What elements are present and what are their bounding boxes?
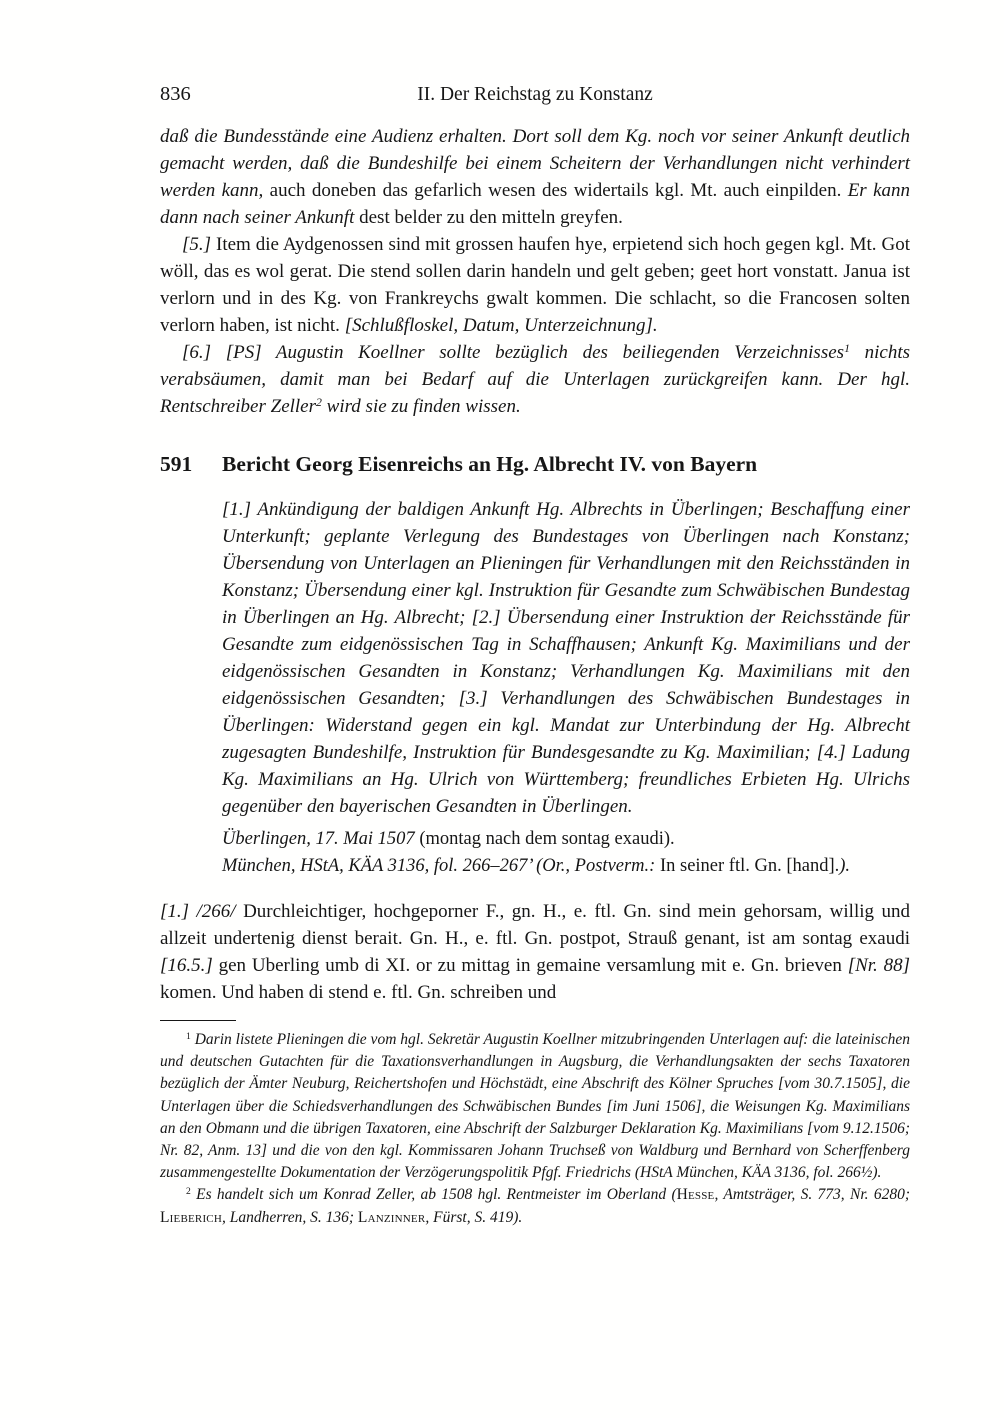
- text-segment: , Amtsträger, S. 773, Nr. 6280;: [714, 1186, 910, 1204]
- text-segment: , Fürst, S. 419).: [425, 1208, 523, 1226]
- entry-title: Bericht Georg Eisenreichs an Hg. Albrecht IV. von Bayern: [222, 452, 758, 476]
- text-segment: [Nr. 88]: [847, 955, 910, 976]
- entry-body-paragraph-1: [160, 898, 910, 1006]
- footnote-2: [160, 1184, 910, 1228]
- text-block: [160, 123, 910, 1229]
- footnote-ref-2: 2: [316, 396, 322, 410]
- text-segment: ).: [839, 856, 851, 876]
- author-name: Lieberich: [160, 1208, 222, 1226]
- text-segment: [6.] [PS] Augustin Koellner sollte bezüglich des beiliegenden Verzeichnisses: [182, 342, 845, 363]
- text-segment: gen Uberling umb di XI. or zu mittag in gemaine versamlung mit e. Gn. brieven: [212, 955, 848, 976]
- footnote-rule: [160, 1020, 236, 1021]
- text-segment: auch doneben das gefarlich wesen des widertails kgl. Mt. auch einpilden.: [263, 180, 848, 201]
- footnote-1: [160, 1029, 910, 1184]
- entry-number: 591: [160, 452, 193, 476]
- text-segment: daß die Bundesstände eine Audienz erhalten. Dort soll dem Kg. noch vor seiner Ankunft deutlich gemacht werden, daß die Bundeshilfe bei einem Scheitern der Verhandlungen nicht verhindert werden kann,: [160, 126, 910, 201]
- author-name: Lanzinner: [357, 1208, 426, 1226]
- continuation-paragraph: [160, 123, 910, 231]
- entry-source-line: [222, 853, 910, 880]
- footnote-ref-1: 1: [844, 342, 850, 356]
- entry-dateline: [222, 826, 910, 853]
- running-title: II. Der Reichstag zu Konstanz: [417, 84, 653, 105]
- text-segment: [5.]: [182, 234, 212, 255]
- text-segment: [1.]: [160, 901, 197, 922]
- text-segment: Er kann dann nach seiner Ankunft: [160, 180, 910, 228]
- text-segment: Durchleichtiger, hochgeporner F., gn. H., e. ftl. Gn. sind mein gehorsam, willig und allzeit undertenig dienst berait. Gn. H., e. ftl. Gn. postpot, Strauß genant, ist am sontag exaudi: [160, 901, 910, 949]
- text-segment: [16.5.]: [160, 955, 213, 976]
- text-segment: In seiner ftl. Gn. [hand].: [659, 856, 840, 876]
- text-segment: [Schlußfloskel, Datum, Unterzeichnung].: [344, 315, 658, 336]
- folio-marker: /266/: [196, 901, 236, 922]
- text-segment: komen. Und haben di stend e. ftl. Gn. schreiben und: [160, 982, 557, 1003]
- text-segment: [1.] Ankündigung der baldigen Ankunft Hg. Albrechts in Überlingen; Beschaffung einer Unterkunft; geplante Verlegung des Bundestages von Überlingen nach Konstanz; Übersendung von Unterlagen an Plieningen für Verhandlungen mit den Reichsständen in Konstanz; Übersendung einer kgl. Instruktion für Gesandte zum Schwäbischen Bundestag in Überlingen an Hg. Albrecht; [2.] Übersendung einer Instruktion der Reichsstände für Gesandte zum eidgenössischen Tag in Schaffhausen; Ankunft Kg. Maximilians und der eidgenössischen Gesandten in Konstanz; Verhandlungen Kg. Maximilians mit den eidgenössischen Gesandten; [3.] Verhandlungen des Schwäbischen Bundestages in Überlingen: Widerstand gegen ein kgl. Mandat zur Unterbindung der Hg. Albrecht zugesagten Bundeshilfe, Instruktion für Bundesgesandte zu Kg. Maximilian; [4.] Ladung Kg. Maximilians an Hg. Ulrich von Württemberg; freundliches Erbieten Hg. Ulrichs gegenüber den bayerischen Gesandten in Überlingen.: [222, 499, 910, 817]
- text-segment: Darin listete Plieningen die vom hgl. Sekretär Augustin Koellner mitzubringenden Unterlagen auf: die lateinischen und deutschen Gutachten für die Taxationsverhandlungen in Augsburg, die Verhandlungsakten der sechs Taxatoren bezüglich der Ämter Neuburg, Reichertshofen und Höchstädt, eine Abschrift des Kölner Spruches [vom 30.7.1505], die Unterlagen über die Schiedsverhandlungen des Schwäbischen Bundes [im Juni 1506], die Weisungen Kg. Maximilians an den Obmann und die übrigen Taxatoren, eine Abschrift der Salzburger Deklaration Kg. Maximilians [vom 9.12.1506; Nr. 82, Anm. 13] und die von den kgl. Kommissaren Johann Truchseß von Waldburg und Bernhard von Scherffenberg zusammengestellte Dokumentation der Verzögerungspolitik Pfgf. Friedrichs (HStA München, KÄA 3136, fol. 266½).: [160, 1031, 910, 1182]
- page-number: 836: [160, 83, 191, 105]
- text-segment: , Landherren, S. 136;: [222, 1208, 358, 1226]
- paragraph-5: [160, 231, 910, 339]
- text-segment: dest belder zu den mitteln greyfen.: [354, 207, 623, 228]
- author-name: Hesse: [676, 1186, 715, 1204]
- footnote-marker-1: 1: [186, 1031, 191, 1043]
- text-segment: nichts verabsäumen, damit man bei Bedarf auf die Unterlagen zurückgreifen kann. Der hgl. Rentschreiber Zeller: [160, 342, 910, 417]
- text-segment: München, HStA, KÄA 3136, fol. 266–267’ (Or., Postverm.:: [222, 856, 660, 876]
- text-segment: wird sie zu finden wissen.: [321, 396, 521, 417]
- text-segment: Überlingen, 17. Mai 1507: [222, 829, 415, 849]
- footnote-marker-2: 2: [186, 1186, 191, 1198]
- running-header: [160, 82, 910, 107]
- text-segment: (montag nach dem sontag exaudi).: [414, 829, 675, 849]
- text-segment: Item die Aydgenossen sind mit grossen haufen hye, erpietend sich hoch gegen kgl. Mt. Got wöll, das es wol gerat. Die stend sollen darin handeln und gelt geben; geet hort vonstatt. Janua ist verlorn und in des Kg. von Frankreychs gwalt kommen. Die schlacht, so die Francosen solten verlorn haben, ist nicht.: [160, 234, 910, 336]
- entry-heading-591: [160, 450, 910, 478]
- text-segment: Es handelt sich um Konrad Zeller, ab 1508 hgl. Rentmeister im Oberland (: [190, 1186, 677, 1204]
- paragraph-6-postscript: [160, 339, 910, 420]
- entry-summary: [222, 496, 910, 820]
